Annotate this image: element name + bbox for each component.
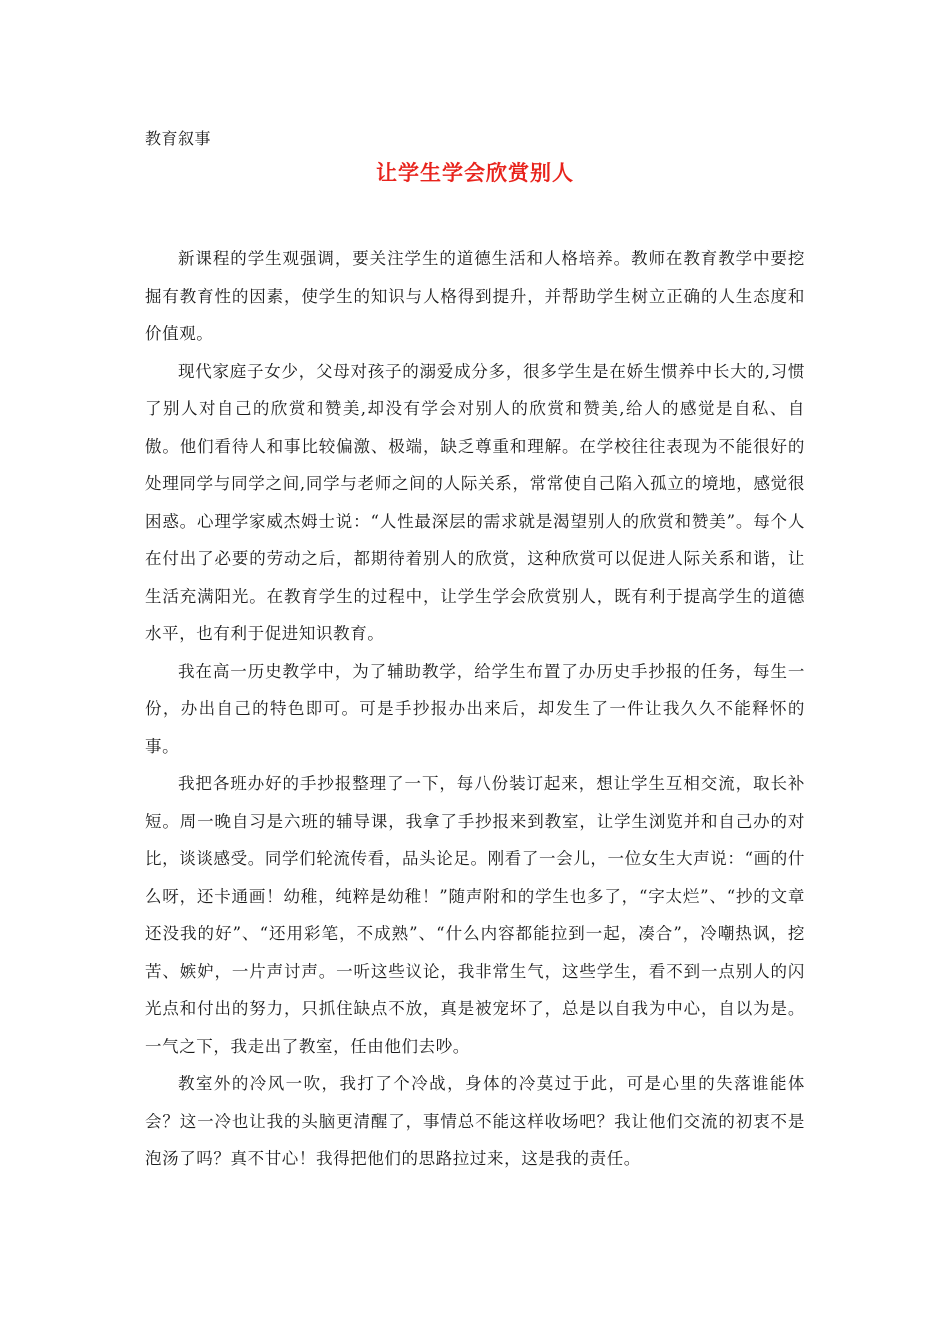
paragraph: 我在高一历史教学中，为了辅助教学，给学生布置了办历史手抄报的任务，每生一份，办出自己的特色即可。可是手抄报办出来后，却发生了一件让我久久不能释怀的事。 — [145, 661, 805, 756]
paragraph: 新课程的学生观强调，要关注学生的道德生活和人格培养。教师在教育教学中要挖掘有教育性的因素，使学生的知识与人格得到提升，并帮助学生树立正确的人生态度和价值观。 — [145, 249, 805, 343]
paragraph: 教室外的冷风一吹，我打了个冷战，身体的冷莫过于此，可是心里的失落谁能体会？这一冷也让我的头脑更清醒了，事情总不能这样收场吧？我让他们交流的初衷不是泡汤了吗？真不甘心！我得把他们的思路拉过来，这是我的责任。 — [145, 1074, 805, 1168]
paragraph: 我把各班办好的手抄报整理了一下，每八份装订起来，想让学生互相交流，取长补短。周一晚自习是六班的辅导课，我拿了手抄报来到教室，让学生浏览并和自己办的对比，谈谈感受。同学们轮流传看，品头论足。刚看了一会儿，一位女生大声说：“画的什么呀，还卡通画！幼稚，纯粹是幼稚！”随声附和的学生也多了，“字太烂”、“抄的文章还没我的好”、“还用彩笔，不成熟”、“什么内容都能拉到一起，凑合”，冷嘲热讽，挖苦、嫉妒，一片声讨声。一听这些议论，我非常生气，这些学生，看不到一点别人的闪光点和付出的努力，只抓住缺点不放，真是被宠坏了，总是以自我为中心，自以为是。一气之下，我走出了教室，任由他们去吵。 — [145, 774, 805, 1056]
document-title: 让学生学会欣赏别人 — [376, 160, 574, 185]
document-body — [145, 240, 805, 1178]
paragraph: 现代家庭子女少，父母对孩子的溺爱成分多，很多学生是在娇生惯养中长大的,习惯了别人对自己的欣赏和赞美,却没有学会对别人的欣赏和赞美,给人的感觉是自私、自傲。他们看待人和事比较偏激、极端，缺乏尊重和理解。在学校往往表现为不能很好的处理同学与同学之间,同学与老师之间的人际关系，常常使自己陷入孤立的境地，感觉很困惑。心理学家威杰姆士说：“人性最深层的需求就是渴望别人的欣赏和赞美”。每个人在付出了必要的劳动之后，都期待着别人的欣赏，这种欣赏可以促进人际关系和谐，让生活充满阳光。在教育学生的过程中，让学生学会欣赏别人，既有利于提高学生的道德水平，也有利于促进知识教育。 — [145, 361, 805, 643]
document-category: 教育叙事 — [145, 129, 212, 148]
